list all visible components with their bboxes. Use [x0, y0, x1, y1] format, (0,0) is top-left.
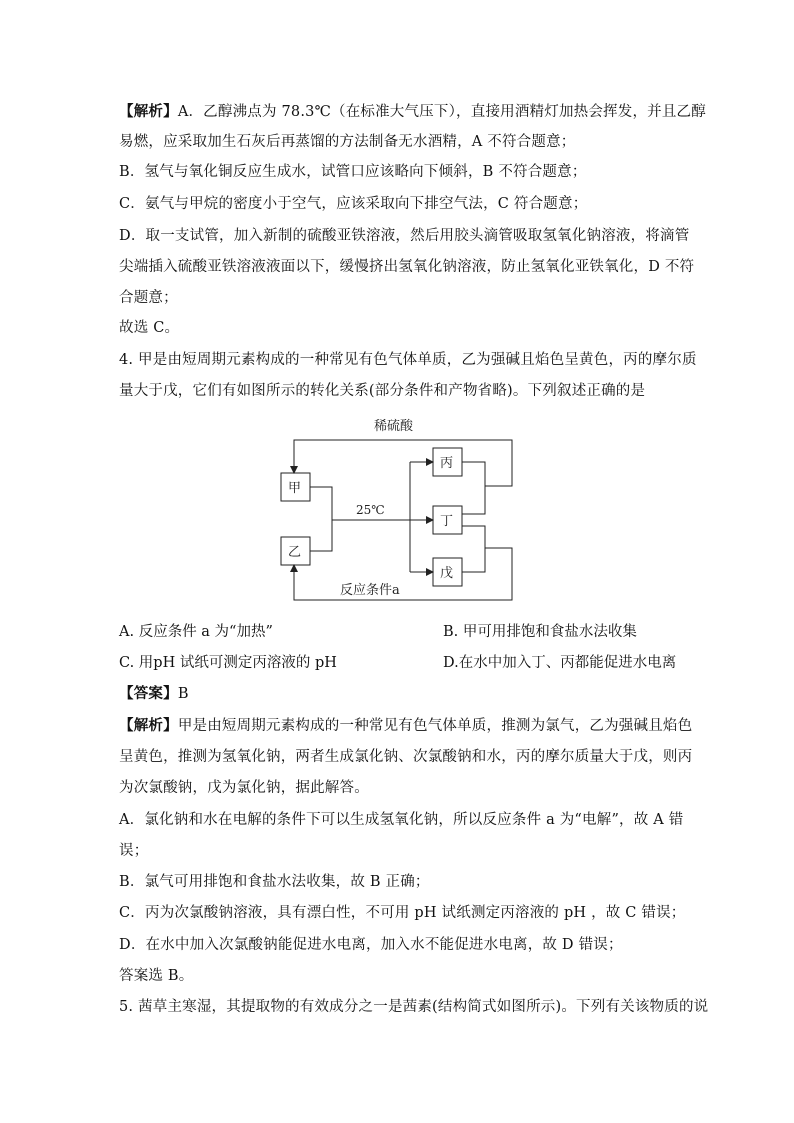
label-top-reagent: 稀硫酸	[374, 419, 414, 434]
line-ding-up	[462, 486, 485, 514]
q4-option-c: C. 用pH 试纸可测定丙溶液的 pH	[119, 655, 337, 671]
q3-analysis-line-6: 尖端插入硫酸亚铁溶液液面以下，缓慢挤出氢氧化钠溶液，防止氢氧化亚铁氧化，D 不符	[119, 259, 695, 275]
answer-label: 【答案】	[119, 685, 178, 702]
q4-analysis-line-6: B．氯气可用排饱和食盐水法收集，故 B 正确；	[119, 874, 430, 890]
q4-analysis-line-7: C．丙为次氯酸钠溶液，具有漂白性，不可用 pH 试纸测定丙溶液的 pH ，故 C 错误；	[119, 905, 686, 921]
analysis-text: 甲是由短周期元素构成的一种常见有色气体单质，推测为氯气，乙为强碱且焰色	[177, 718, 693, 734]
q3-analysis-line-5: D．取一支试管，加入新制的硫酸亚铁溶液，然后用胶头滴管吸取氢氧化钠溶液，将滴管	[119, 228, 690, 244]
line-jia-merge	[310, 487, 332, 520]
q5-stem-line-1: 5. 茜草主寒湿，其提取物的有效成分之一是茜素(结构简式如图所示)。下列有关该物质的说	[119, 999, 709, 1015]
q4-stem-line-1: 4. 甲是由短周期元素构成的一种常见有色气体单质，乙为强碱且焰色呈黄色，丙的摩尔质	[119, 352, 697, 368]
q4-analysis-line-4: A．氯化钠和水在电解的条件下可以生成氢氧化钠，所以反应条件 a 为“电解”，故 A 错	[119, 812, 684, 828]
q4-analysis-line-2: 呈黄色，推测为氢氧化钠，两者生成氯化钠、次氯酸钠和水，丙的摩尔质量大于戊，则丙	[119, 749, 693, 765]
q4-answer	[119, 684, 189, 704]
q4-option-d: D.在水中加入丁、丙都能促进水电离	[443, 655, 677, 671]
label-bing: 丙	[440, 456, 454, 471]
line-bottom-loop	[294, 548, 512, 600]
q4-analysis-line-9: 答案选 B。	[119, 968, 194, 984]
line-yi-merge	[310, 520, 332, 551]
label-ding: 丁	[440, 514, 454, 529]
q3-analysis-line-7: 合题意；	[119, 290, 178, 306]
label-yi: 乙	[288, 545, 302, 560]
answer-value: B	[177, 686, 189, 702]
q3-analysis-line-4: C．氨气与甲烷的密度小于空气，应该采取向下排空气法，C 符合题意；	[119, 196, 588, 212]
q4-analysis-line-5: 误；	[119, 843, 149, 859]
label-jia: 甲	[288, 481, 302, 496]
analysis-label: 【解析】	[119, 103, 178, 120]
analysis-text: A．乙醇沸点为 78.3℃（在标准大气压下），直接用酒精灯加热会挥发，并且乙醇	[177, 104, 706, 120]
label-reaction-condition-a: 反应条件a	[340, 583, 400, 598]
q4-analysis-line-1	[119, 716, 692, 736]
analysis-label: 【解析】	[119, 717, 178, 734]
q3-analysis-line-1	[119, 102, 706, 122]
q4-analysis-line-3: 为次氯酸钠，戊为氯化钠，据此解答。	[119, 780, 369, 796]
q3-analysis-line-2: 易燃，应采取加生石灰后再蒸馏的方法制备无水酒精，A 不符合题意；	[119, 134, 576, 150]
label-condition-25c: 25℃	[356, 503, 385, 517]
q4-option-a: A. 反应条件 a 为“加热”	[119, 624, 273, 640]
line-ding-down	[462, 526, 485, 548]
q4-stem-line-2: 量大于戊，它们有如图所示的转化关系(部分条件和产物省略)。下列叙述正确的是	[119, 383, 646, 399]
label-wu: 戊	[440, 566, 454, 581]
line-wu-out	[462, 548, 485, 572]
q3-analysis-line-8: 故选 C。	[119, 320, 180, 336]
q4-conversion-diagram	[270, 410, 530, 610]
q3-analysis-line-3: B．氢气与氧化铜反应生成水，试管口应该略向下倾斜，B 不符合题意；	[119, 164, 587, 180]
q4-analysis-line-8: D．在水中加入次氯酸钠能促进水电离，加入水不能促进水电离，故 D 错误；	[119, 937, 623, 953]
line-bing-out	[462, 462, 485, 486]
q4-option-b: B. 甲可用排饱和食盐水法收集	[443, 624, 637, 640]
line-top-loop	[294, 440, 512, 486]
